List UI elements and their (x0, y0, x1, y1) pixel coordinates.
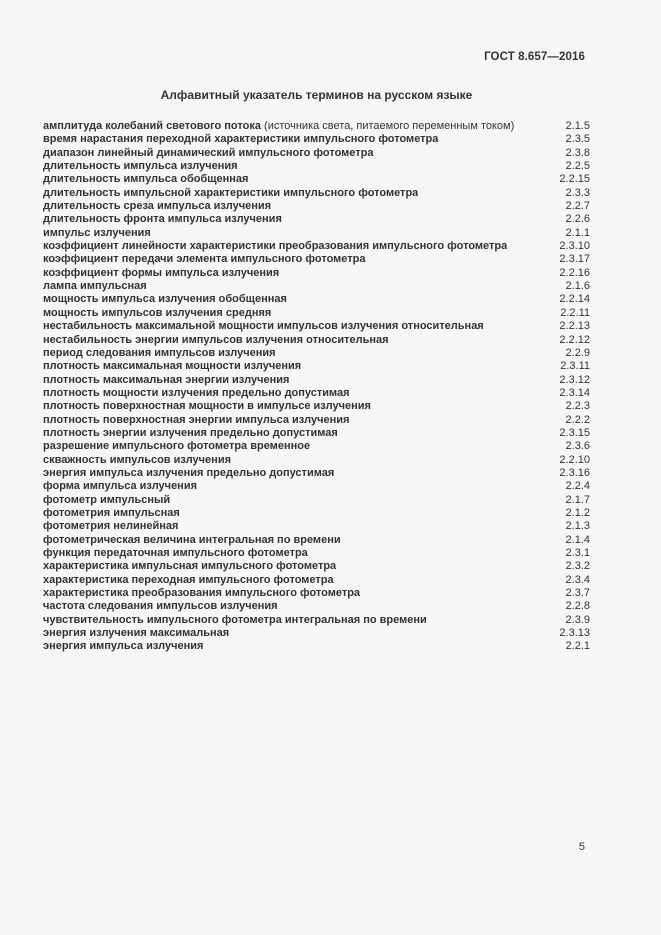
page-number: 5 (578, 841, 585, 853)
term-label: функция передаточная импульсного фотометра (43, 547, 308, 559)
term-note: (источника света, питаемого переменным током) (260, 120, 515, 132)
index-entry (43, 614, 590, 627)
term-text (43, 253, 366, 266)
term-label: форма импульса излучения (43, 480, 198, 493)
index-entry (43, 414, 590, 427)
index-entry (43, 240, 590, 253)
term-ref: 2.1.6 (565, 280, 590, 293)
term-ref: 2.2.5 (565, 160, 590, 173)
term-label: мощность импульсов излучения средняя (43, 306, 272, 319)
term-label: энергия излучения максимальная (43, 627, 230, 640)
index-entry (43, 133, 590, 146)
term-ref: 2.2.15 (559, 173, 590, 186)
term-ref: 2.3.15 (559, 426, 590, 439)
term-ref: 2.3.11 (560, 360, 590, 373)
term-label: амплитуда колебаний светового потока (43, 120, 261, 132)
term-ref: 2.2.2 (565, 413, 590, 426)
term-label: чувствительность импульсного фотометра интегральная по времени (43, 613, 427, 626)
term-label: импульс излучения (43, 226, 151, 239)
term-ref: 2.2.12 (559, 333, 590, 346)
term-label: плотность мощности излучения предельно допустимая (43, 386, 350, 399)
term-ref: 2.2.11 (560, 306, 590, 319)
term-label: плотность максимальная мощности излучения (43, 360, 302, 373)
index-entry (43, 160, 590, 173)
term-label: период следования импульсов излучения (43, 346, 276, 359)
term-ref: 2.3.10 (559, 240, 590, 253)
index-entry (43, 267, 590, 280)
term-label: фотометрия нелинейная (43, 520, 179, 533)
term-ref: 2.2.7 (565, 200, 590, 213)
term-label: скважность импульсов излучения (43, 453, 231, 466)
term-label: фотометр импульсный (43, 493, 171, 506)
index-entry (43, 627, 590, 640)
term-text (43, 400, 371, 413)
term-label: фотометрия импульсная (43, 506, 180, 519)
term-ref: 2.1.1 (565, 226, 590, 239)
index-entry (43, 534, 590, 547)
term-label: энергия импульса излучения (43, 640, 204, 653)
term-text (43, 320, 484, 333)
term-ref: 2.2.1 (565, 640, 590, 653)
index-entry (43, 253, 590, 266)
index-entry (43, 427, 590, 440)
term-ref: 2.2.13 (559, 320, 590, 333)
index-entry (43, 574, 590, 587)
term-label: лампа импульсная (43, 280, 147, 293)
term-label: характеристика преобразования импульсного фотометра (43, 587, 361, 600)
term-text (43, 480, 197, 493)
term-text (43, 213, 282, 226)
index-entry (43, 640, 590, 653)
term-ref: 2.3.5 (565, 133, 590, 146)
index-entry (43, 400, 590, 413)
term-label: коэффициент передачи элемента импульсного фотометра (43, 253, 366, 266)
term-text (43, 280, 147, 293)
term-label: длительность импульса излучения (43, 160, 238, 173)
term-text (43, 374, 289, 387)
term-ref: 2.2.6 (565, 213, 590, 226)
term-text (43, 414, 349, 427)
term-text (43, 387, 350, 400)
term-label: диапазон линейный динамический импульсного фотометра (43, 146, 374, 159)
term-text (43, 454, 231, 467)
term-ref: 2.3.17 (559, 253, 590, 266)
index-entry (43, 467, 590, 480)
document-number: ГОСТ 8.657—2016 (484, 51, 585, 63)
term-label: нестабильность максимальной мощности импульсов излучения относительная (43, 320, 484, 333)
index-entry (43, 347, 590, 360)
term-text (43, 293, 287, 306)
index-entry (43, 560, 590, 573)
term-label: длительность импульсной характеристики импульсного фотометра (43, 186, 419, 199)
term-ref: 2.3.7 (565, 587, 590, 600)
term-text (43, 307, 271, 320)
term-label: разрешение импульсного фотометра временное (43, 440, 311, 453)
term-text (43, 347, 276, 360)
term-ref: 2.1.4 (565, 533, 590, 546)
term-text (43, 614, 427, 627)
term-text (43, 467, 334, 480)
term-text (43, 587, 360, 600)
term-text (43, 560, 336, 573)
term-ref: 2.3.1 (565, 547, 590, 559)
term-ref: 2.3.9 (565, 613, 590, 626)
term-text (43, 494, 170, 507)
index-entry (43, 320, 590, 333)
term-text (43, 147, 374, 160)
term-ref: 2.3.6 (565, 440, 590, 453)
index-entry (43, 293, 590, 306)
term-ref: 2.2.8 (565, 600, 590, 613)
term-label: фотометрическая величина интегральная по времени (43, 533, 341, 546)
index-entry (43, 600, 590, 613)
index-entry (43, 387, 590, 400)
term-text (43, 160, 238, 173)
index-entry (43, 147, 590, 160)
term-text (43, 267, 279, 280)
term-ref: 2.1.3 (565, 520, 590, 533)
term-label: плотность поверхностная мощности в импульсе излучения (43, 400, 371, 413)
term-ref: 2.1.5 (565, 120, 590, 132)
term-label: коэффициент линейности характеристики преобразования импульсного фотометра (43, 240, 508, 253)
term-ref: 2.3.14 (559, 386, 590, 399)
term-text (43, 534, 341, 547)
index-entry (43, 520, 590, 533)
index-entry (43, 227, 590, 240)
index-entry (43, 334, 590, 347)
term-ref: 2.2.10 (559, 453, 590, 466)
term-label: нестабильность энергии импульсов излучения относительная (43, 333, 389, 346)
index-entry (43, 547, 590, 560)
term-label: время нарастания переходной характеристики импульсного фотометра (43, 133, 439, 146)
index-entry (43, 173, 590, 186)
term-label: частота следования импульсов излучения (43, 600, 278, 613)
term-ref: 2.2.3 (565, 400, 590, 413)
term-text (43, 120, 514, 133)
term-ref: 2.3.3 (565, 186, 590, 199)
term-ref: 2.3.4 (565, 573, 590, 586)
term-text (43, 187, 418, 200)
term-text (43, 627, 229, 640)
term-text (43, 507, 180, 520)
index-entry (43, 374, 590, 387)
term-text (43, 440, 310, 453)
index-list (43, 120, 590, 654)
index-entry (43, 440, 590, 453)
term-text (43, 200, 271, 213)
term-ref: 2.2.16 (559, 266, 590, 279)
term-label: характеристика переходная импульсного фотометра (43, 573, 334, 586)
term-text (43, 640, 203, 653)
term-label: энергия импульса излучения предельно допустимая (43, 466, 335, 479)
index-entry (43, 360, 590, 373)
index-entry (43, 280, 590, 293)
term-text (43, 427, 338, 440)
term-text (43, 334, 389, 347)
index-entry (43, 494, 590, 507)
term-label: характеристика импульсная импульсного фотометра (43, 560, 337, 573)
term-label: длительность импульса обобщенная (43, 173, 249, 186)
term-ref: 2.1.7 (565, 493, 590, 506)
index-entry (43, 307, 590, 320)
index-entry (43, 187, 590, 200)
index-entry (43, 454, 590, 467)
index-entry (43, 200, 590, 213)
term-ref: 2.3.12 (559, 373, 590, 386)
term-ref: 2.3.13 (559, 627, 590, 640)
term-label: плотность энергии излучения предельно допустимая (43, 426, 338, 439)
index-entry (43, 213, 590, 226)
term-ref: 2.2.9 (565, 346, 590, 359)
term-text (43, 227, 151, 240)
term-text (43, 520, 178, 533)
term-ref: 2.2.4 (565, 480, 590, 493)
term-label: коэффициент формы импульса излучения (43, 266, 280, 279)
term-ref: 2.3.8 (565, 146, 590, 159)
index-entry (43, 480, 590, 493)
term-text (43, 547, 308, 560)
term-label: плотность поверхностная энергии импульса излучения (43, 413, 350, 426)
term-label: длительность среза импульса излучения (43, 200, 272, 213)
index-entry (43, 120, 590, 133)
index-entry (43, 507, 590, 520)
page-title: Алфавитный указатель терминов на русском языке (160, 88, 473, 102)
term-ref: 2.2.14 (559, 293, 590, 306)
term-text (43, 173, 248, 186)
term-text (43, 600, 278, 613)
term-text (43, 574, 334, 587)
term-ref: 2.3.16 (559, 466, 590, 479)
term-label: плотность максимальная энергии излучения (43, 373, 290, 386)
term-text (43, 240, 507, 253)
term-ref: 2.3.2 (565, 560, 590, 573)
term-text (43, 133, 438, 146)
index-entry (43, 587, 590, 600)
term-label: мощность импульса излучения обобщенная (43, 293, 287, 306)
term-label: длительность фронта импульса излучения (43, 213, 282, 226)
term-ref: 2.1.2 (565, 506, 590, 519)
term-text (43, 360, 301, 373)
